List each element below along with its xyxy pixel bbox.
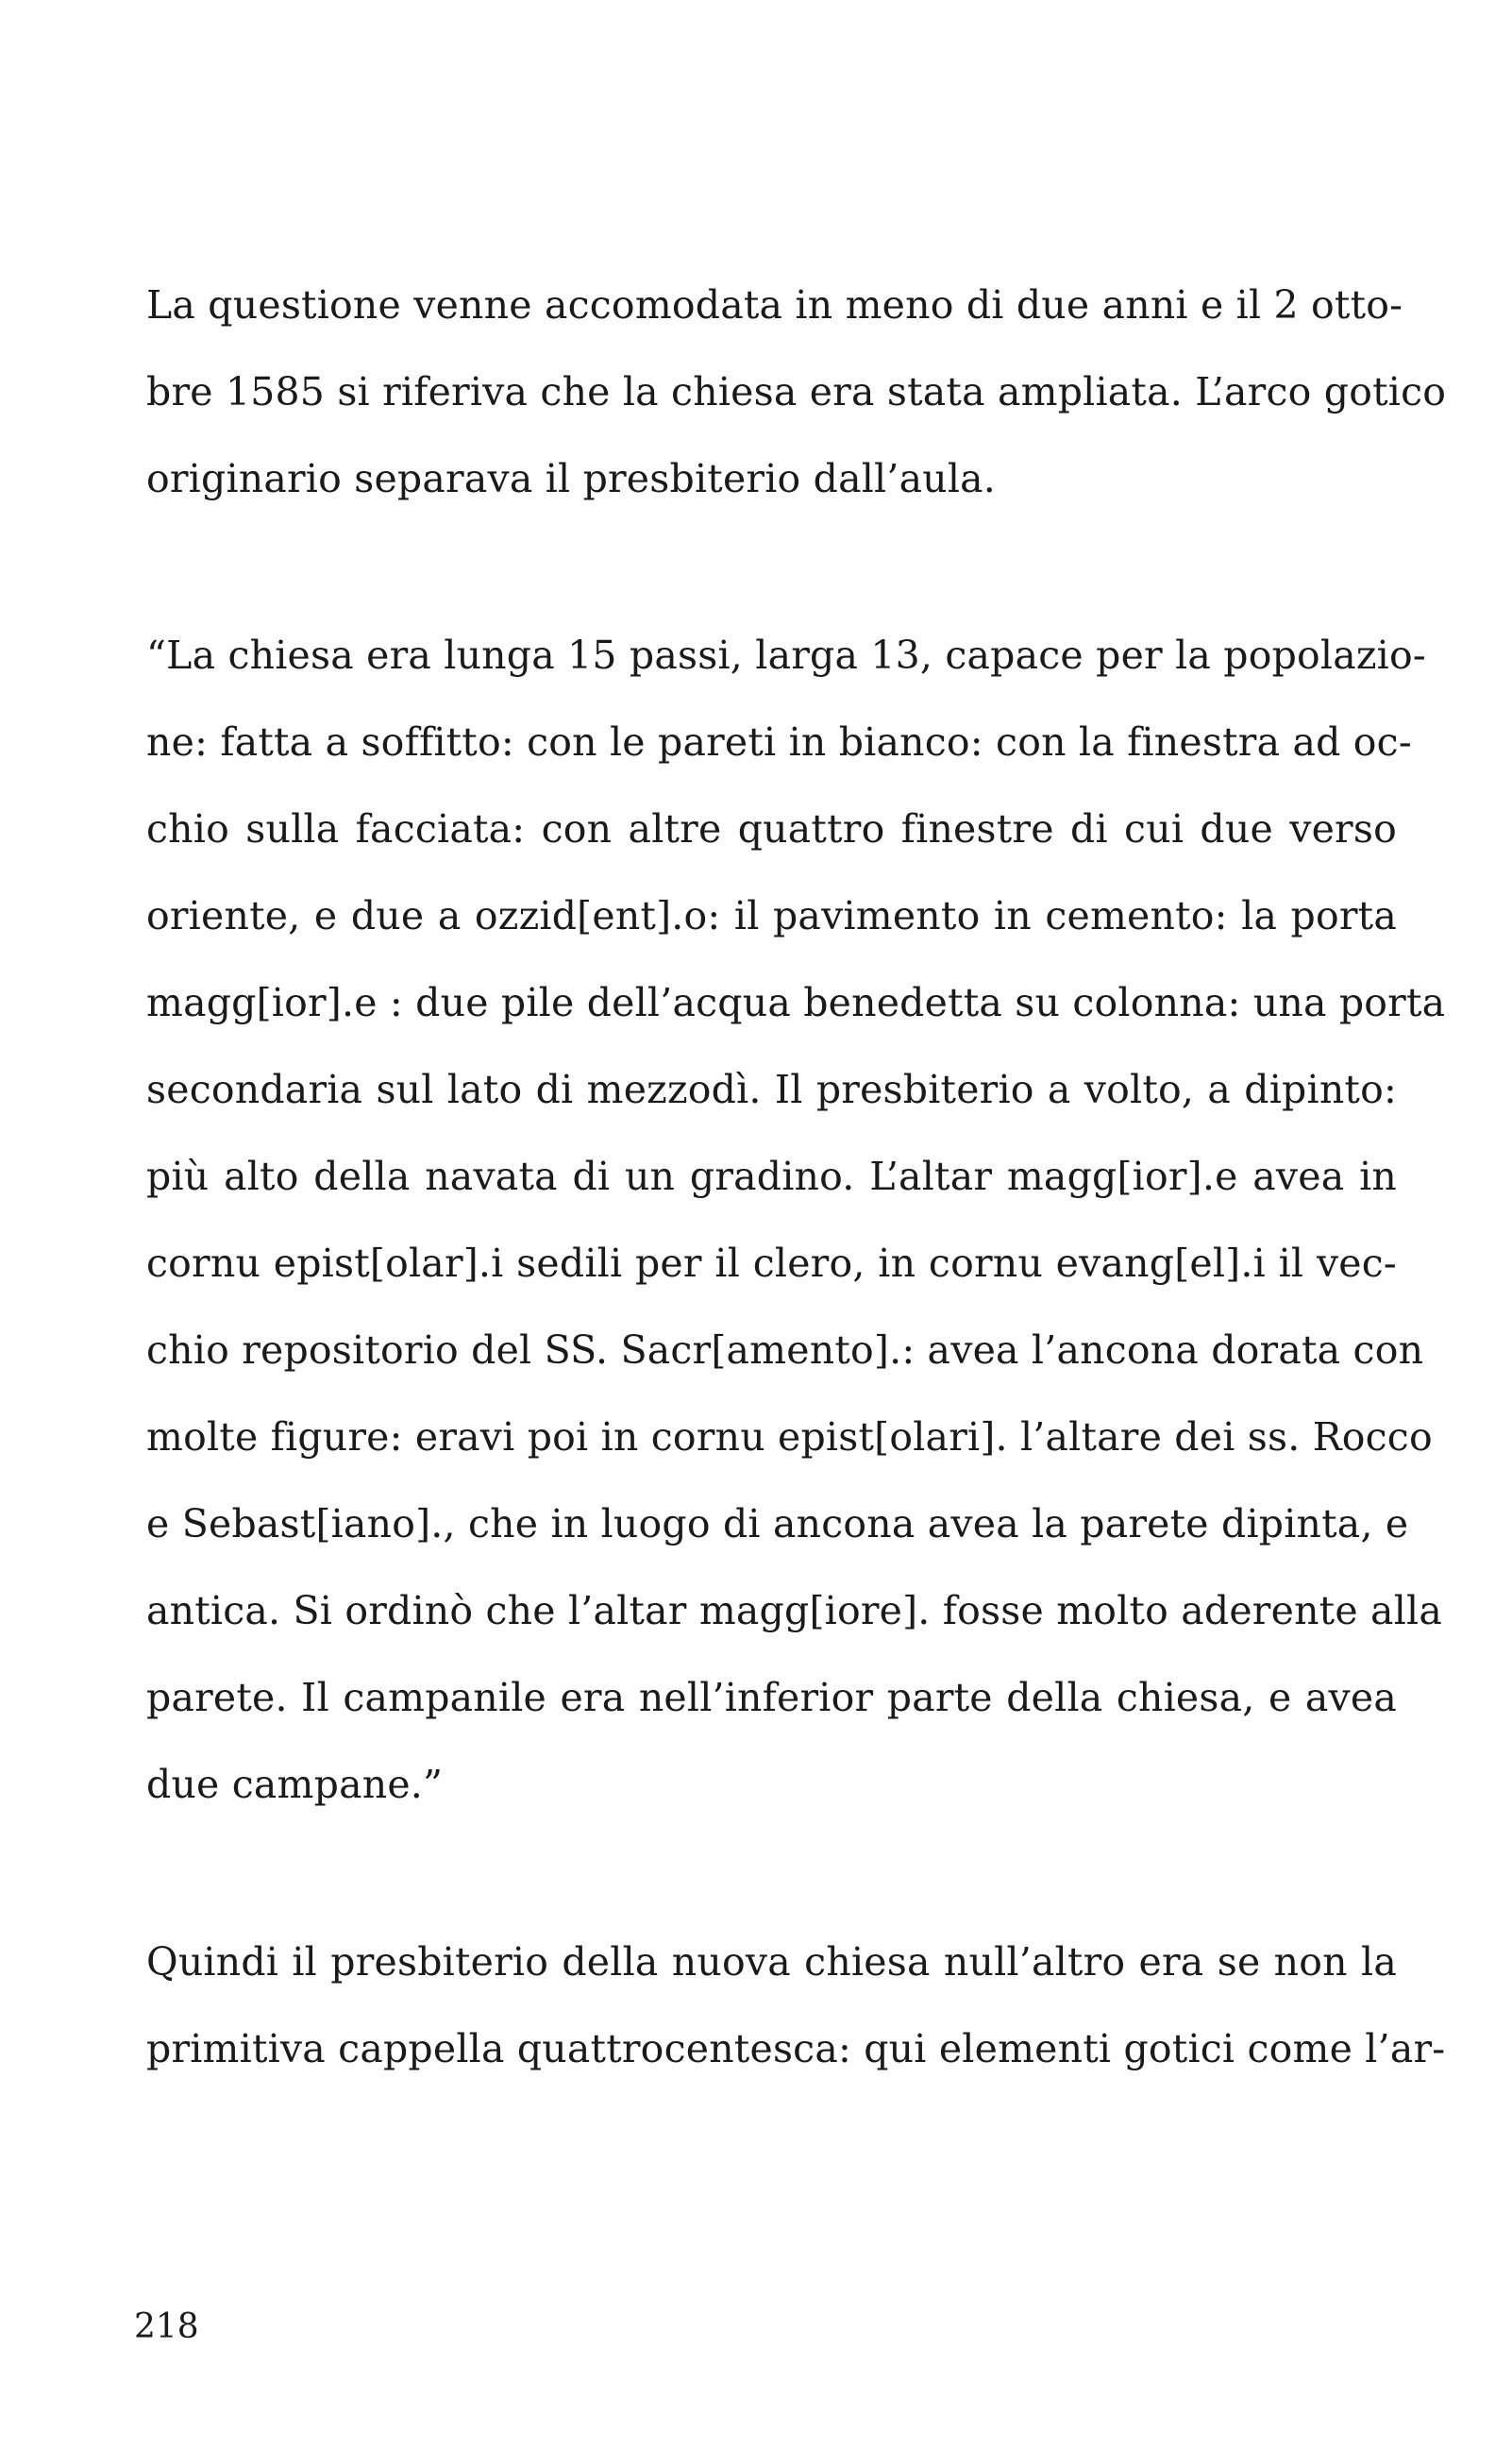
text-line: antica. Si ordinò che l’altar magg[iore]. fosse molto aderente alla bbox=[146, 1588, 1442, 1633]
text-line: chio repositorio del SS. Sacr[amento].: avea l’ancona dorata con bbox=[146, 1327, 1424, 1373]
text-line: e Sebast[iano]., che in luogo di ancona avea la parete dipinta, e bbox=[146, 1501, 1409, 1546]
text-line: primitiva cappella quattrocentesca: qui elementi gotici come l’ar- bbox=[146, 2026, 1446, 2071]
text-line: “La chiesa era lunga 15 passi, larga 13, capace per la popolazio- bbox=[146, 633, 1426, 678]
text-line: chio sulla facciata: con altre quattro finestre di cui due verso bbox=[146, 806, 1397, 852]
text-line: due campane.” bbox=[146, 1762, 444, 1807]
text-line: molte figure: eravi poi in cornu epist[olari]. l’altare dei ss. Rocco bbox=[146, 1414, 1433, 1460]
text-line: cornu epist[olar].i sedili per il clero, in cornu evang[el].i il vec- bbox=[146, 1241, 1397, 1286]
text-line: secondaria sul lato di mezzodì. Il presbiterio a volto, a dipinto: bbox=[146, 1067, 1397, 1112]
text-line: più alto della navata di un gradino. L’altar magg[ior].e avea in bbox=[146, 1154, 1397, 1199]
page-number: 218 bbox=[134, 2307, 199, 2346]
text-line: parete. Il campanile era nell’inferior parte della chiesa, e avea bbox=[146, 1675, 1397, 1720]
text-line: oriente, e due a ozzid[ent].o: il pavimento in cemento: la porta bbox=[146, 893, 1397, 938]
text-line: ne: fatta a soffitto: con le pareti in bianco: con la finestra ad oc- bbox=[146, 719, 1412, 765]
text-line: originario separava il presbiterio dall’aula. bbox=[146, 456, 997, 501]
text-line: Quindi il presbiterio della nuova chiesa null’altro era se non la bbox=[146, 1939, 1397, 1985]
text-line: bre 1585 si riferiva che la chiesa era stata ampliata. L’arco gotico bbox=[146, 369, 1447, 414]
text-line: magg[ior].e : due pile dell’acqua benedetta su colonna: una porta bbox=[146, 980, 1446, 1025]
text-line: La questione venne accomodata in meno di due anni e il 2 otto- bbox=[146, 282, 1403, 328]
